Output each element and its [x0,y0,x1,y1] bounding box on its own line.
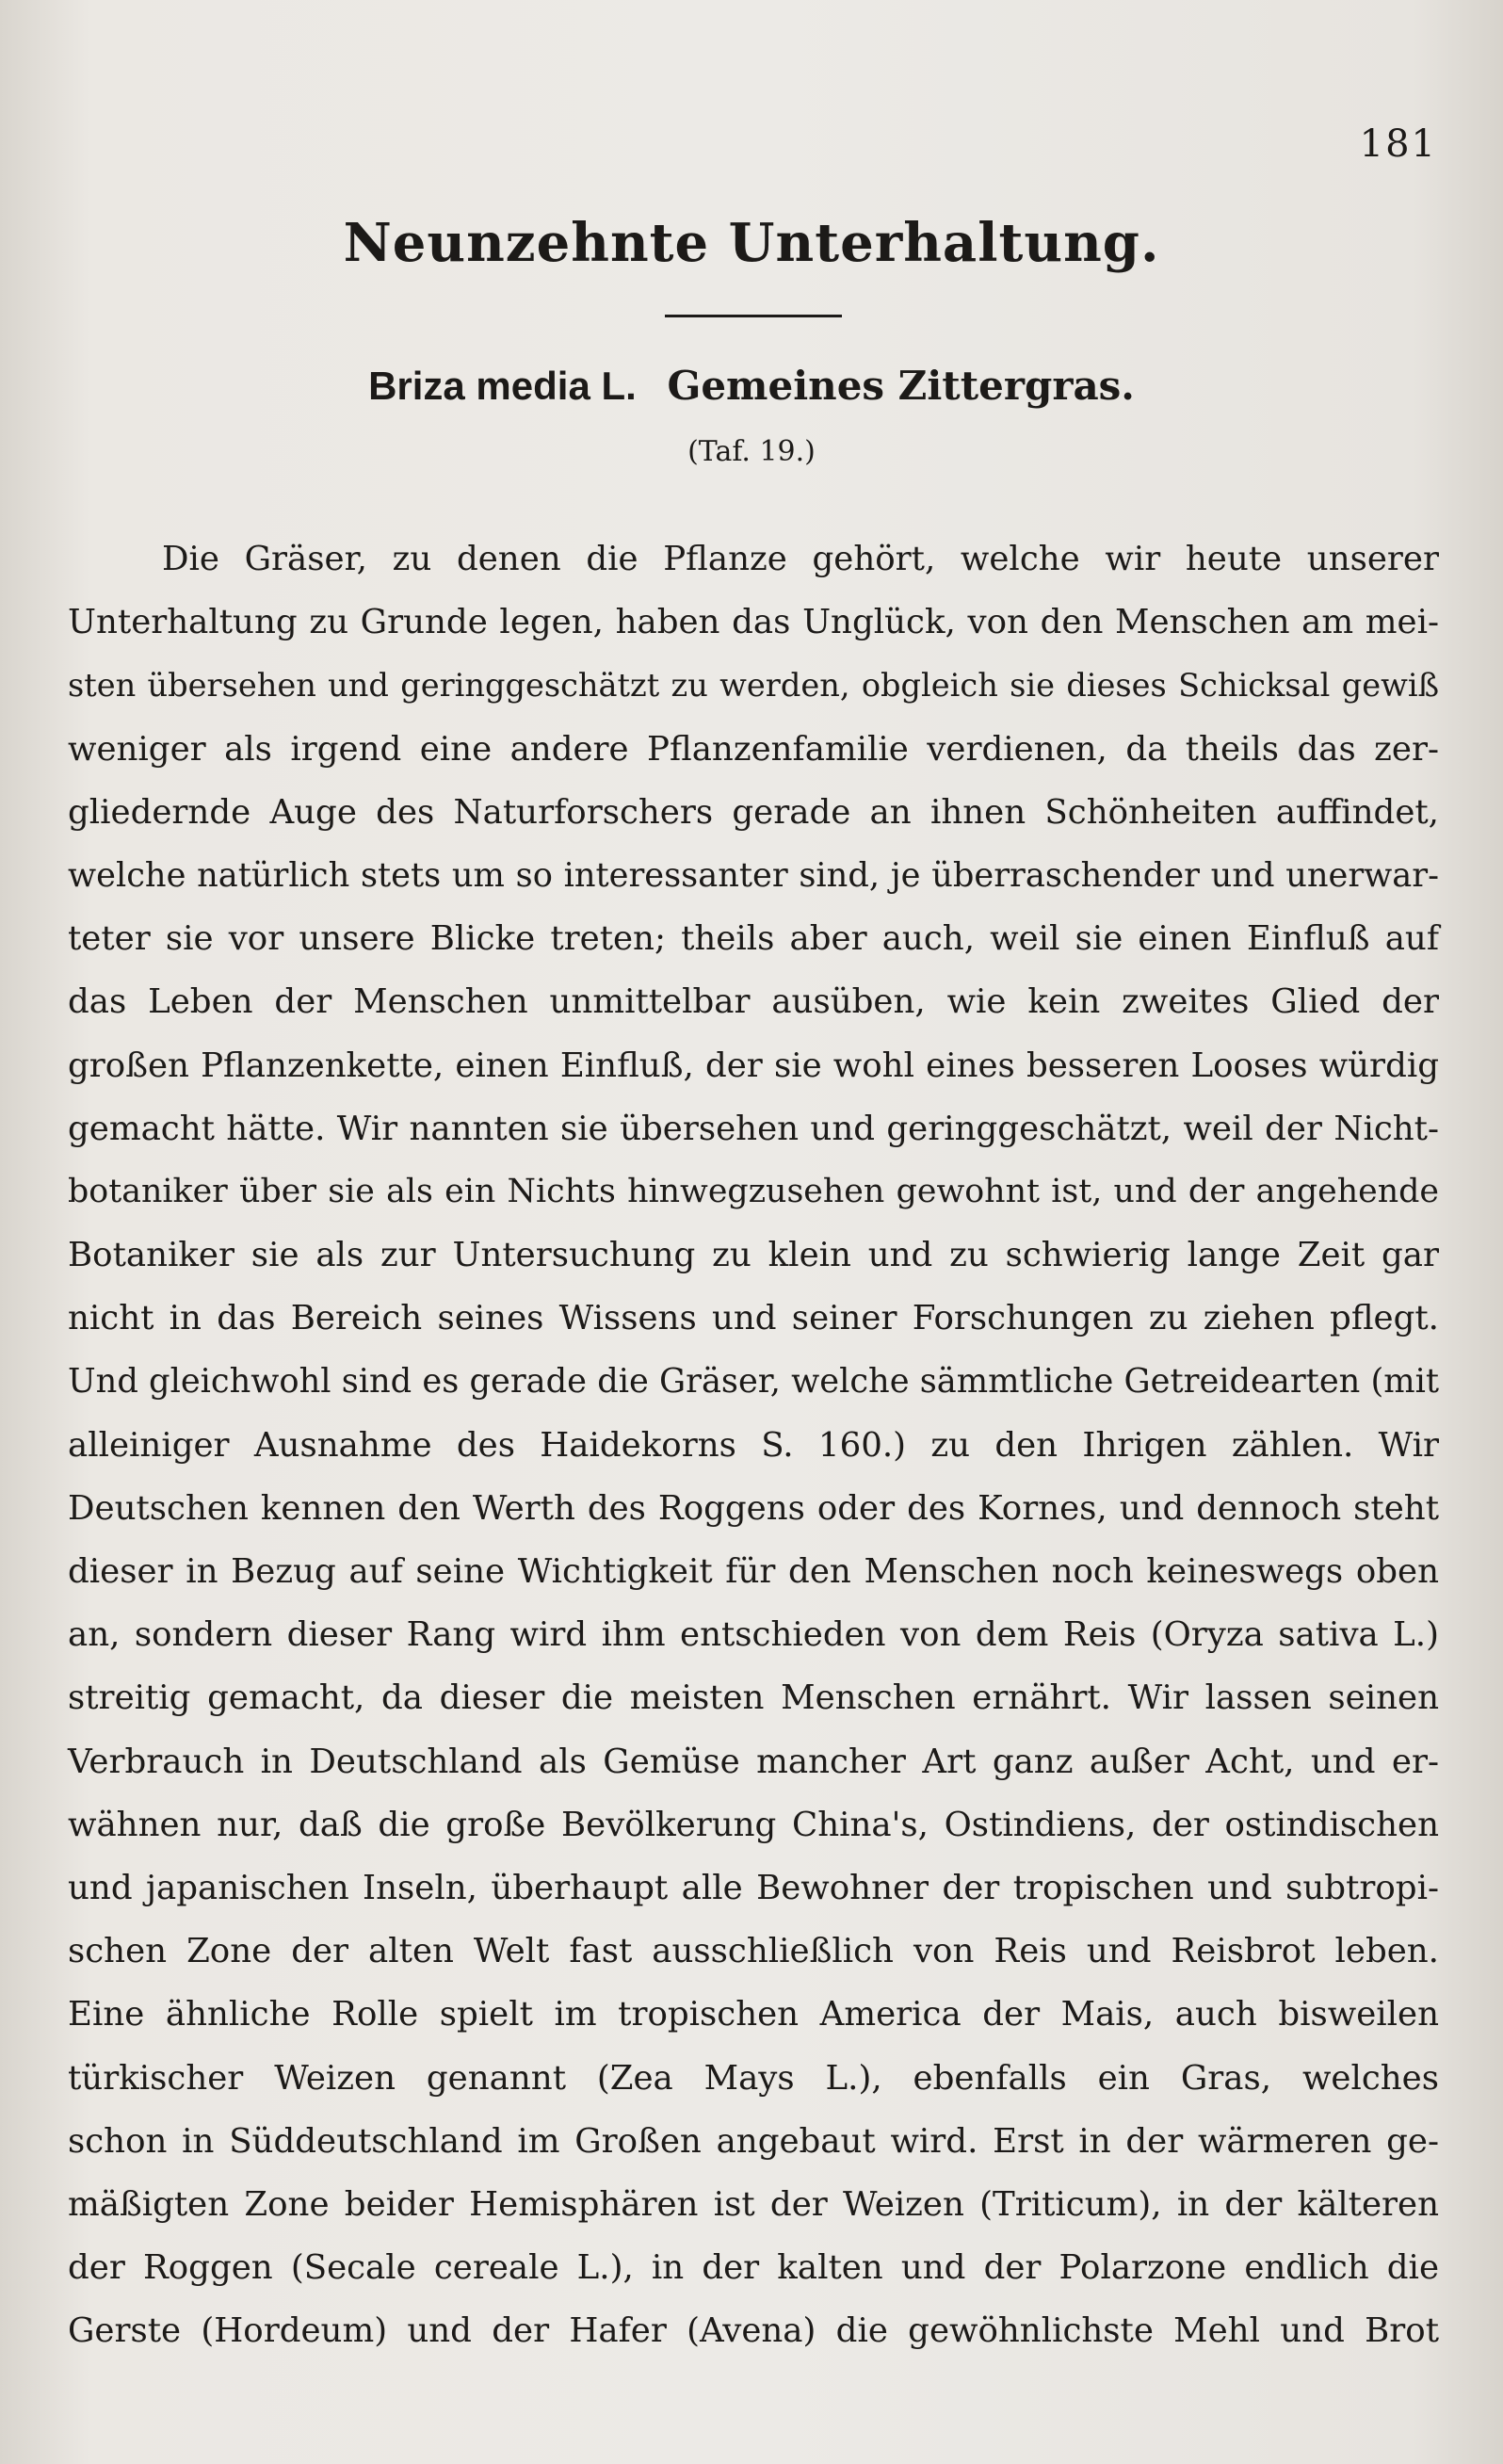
text-line: Und gleichwohl sind es gerade die Gräser, welche sämmtliche Getreidearten (mit [68,1362,1439,1402]
text-line: nicht in das Bereich seines Wissens und seiner Forschungen zu ziehen pflegt. [68,1299,1439,1338]
text-line: schen Zone der alten Welt fast ausschließlich von Reis und Reisbrot leben. [68,1932,1439,1971]
text-line: Verbrauch in Deutschland als Gemüse mancher Art ganz außer Acht, und er- [68,1742,1439,1781]
text-line: gliedernde Auge des Naturforschers gerade an ihnen Schönheiten auffindet, [68,792,1439,832]
text-line: und japanischen Inseln, überhaupt alle Bewohner der tropischen und subtropi- [68,1868,1439,1907]
text-line: alleiniger Ausnahme des Haidekorns S. 160.) zu den Ihrigen zählen. Wir [68,1425,1439,1465]
text-line: Deutschen kennen den Werth des Roggens oder des Kornes, und dennoch steht [68,1488,1439,1528]
text-line: teter sie vor unsere Blicke treten; theils aber auch, weil sie einen Einfluß auf [68,919,1439,959]
text-line: dieser in Bezug auf seine Wichtigkeit für den Menschen noch keineswegs oben [68,1552,1439,1591]
page-number: 181 [1359,122,1437,166]
heading-latin-name: Briza media L. [368,364,637,408]
text-line: botaniker über sie als ein Nichts hinwegzusehen gewohnt ist, und der angehende [68,1172,1439,1210]
text-line: sten übersehen und geringgeschätzt zu werden, obgleich sie dieses Schicksal gewiß [68,667,1439,705]
text-line: schon in Süddeutschland im Großen angebaut wird. Erst in der wärmeren ge- [68,2121,1439,2161]
section-heading [0,363,1503,409]
text-line: mäßigten Zone beider Hemisphären ist der Weizen (Triticum), in der kälteren [68,2184,1439,2224]
text-line: Unterhaltung zu Grunde legen, haben das Unglück, von den Menschen am mei- [68,603,1439,642]
text-line: Botaniker sie als zur Untersuchung zu klein und zu schwierig lange Zeit gar [68,1236,1439,1275]
text-line: Gerste (Hordeum) und der Hafer (Avena) die gewöhnlichste Mehl und Brot [68,2311,1439,2351]
body-text [68,527,1439,2362]
text-line: Eine ähnliche Rolle spielt im tropischen America der Mais, auch bisweilen [68,1995,1439,2034]
text-line: Die Gräser, zu denen die Pflanze gehört, welche wir heute unserer [162,540,1439,578]
text-line: weniger als irgend eine andere Pflanzenfamilie verdienen, da theils das zer- [68,729,1439,769]
text-line: welche natürlich stets um so interessanter sind, je überraschender und unerwar- [68,855,1439,895]
text-line: das Leben der Menschen unmittelbar ausüben, wie kein zweites Glied der [68,982,1439,1022]
text-line: großen Pflanzenkette, einen Einfluß, der sie wohl eines besseren Looses würdig [68,1046,1439,1085]
text-line: an, sondern dieser Rang wird ihm entschieden von dem Reis (Oryza sativa L.) [68,1615,1439,1655]
text-line: türkischer Weizen genannt (Zea Mays L.), ebenfalls ein Gras, welches [68,2058,1439,2098]
chapter-title: Neunzehnte Unterhaltung. [343,212,1160,274]
text-line: der Roggen (Secale cereale L.), in der kalten und der Polarzone endlich die [68,2248,1439,2288]
title-rule [665,315,842,317]
text-line: wähnen nur, daß die große Bevölkerung China's, Ostindiens, der ostindischen [68,1805,1439,1844]
plate-reference: (Taf. 19.) [687,435,816,468]
heading-german-name: Gemeines Zittergras. [667,363,1135,409]
text-line: gemacht hätte. Wir nannten sie übersehen und geringgeschätzt, weil der Nicht- [68,1109,1439,1148]
text-line: streitig gemacht, da dieser die meisten Menschen ernährt. Wir lassen seinen [68,1678,1439,1718]
